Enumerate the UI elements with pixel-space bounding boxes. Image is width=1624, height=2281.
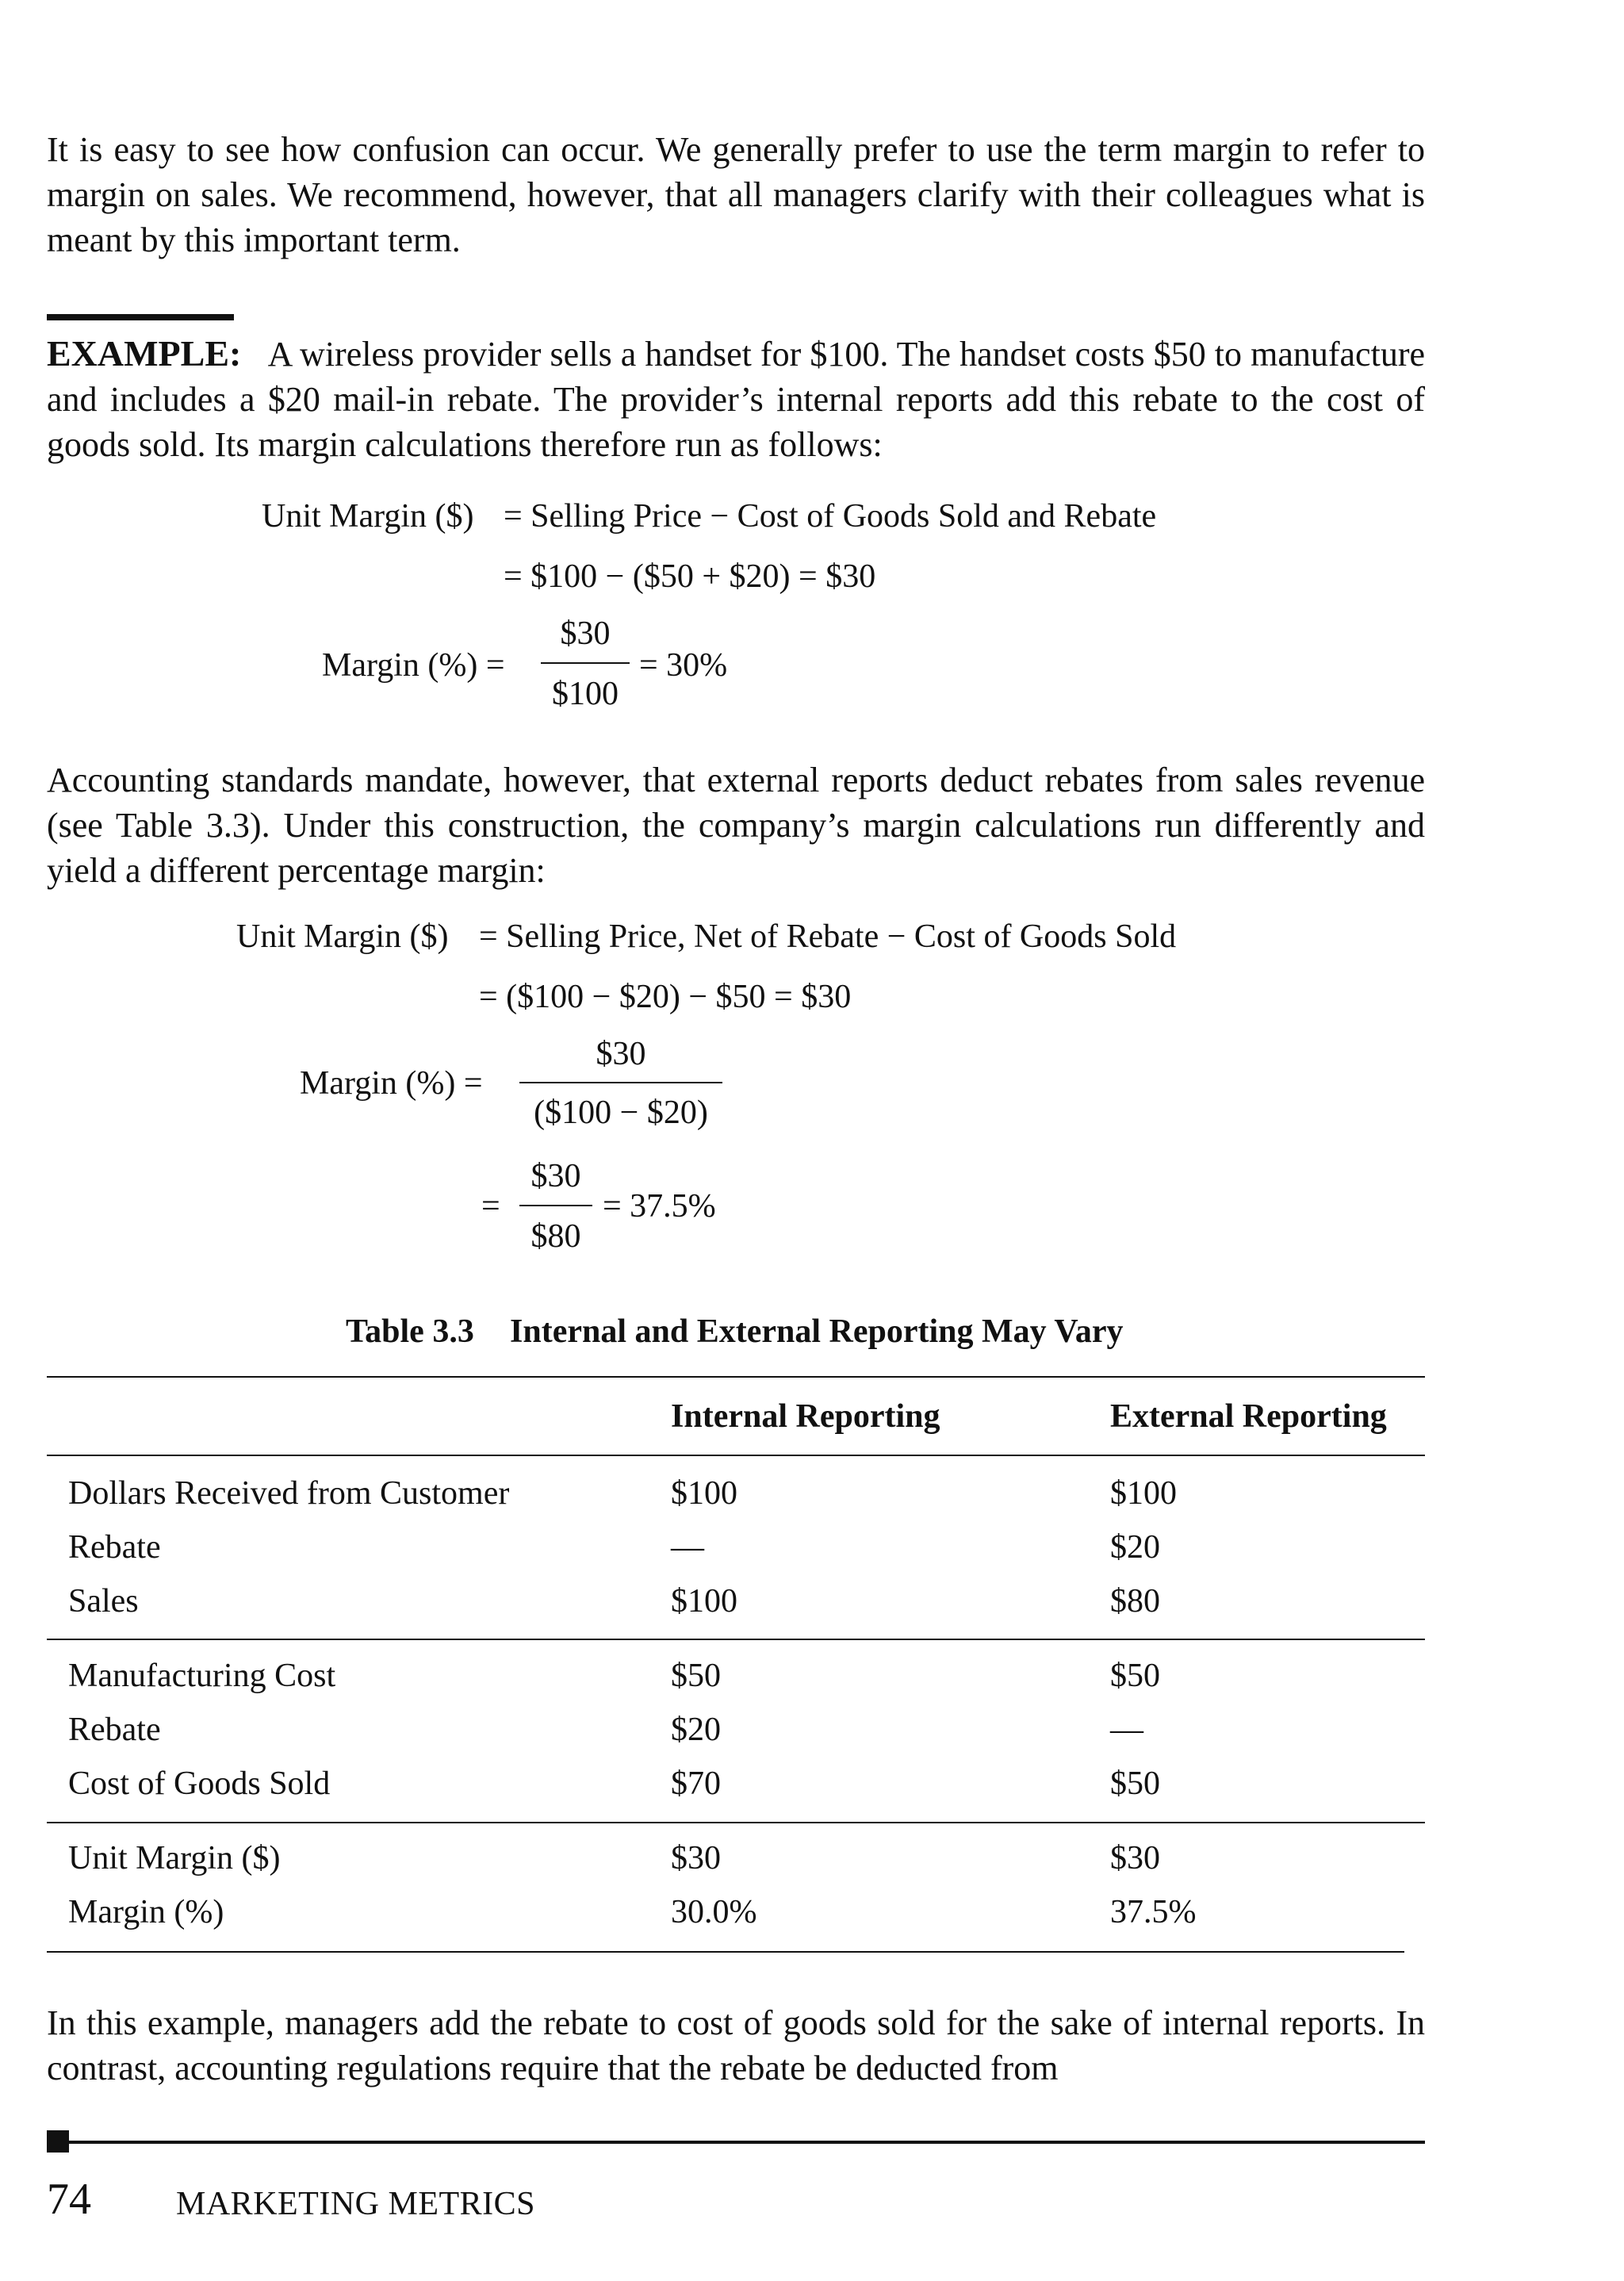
eq1-margin-denominator: $100 <box>552 676 619 712</box>
eq2-second-fraction-bar <box>519 1205 592 1206</box>
table-cell-internal: $100 <box>671 1475 737 1512</box>
paragraph-closing: In this example, managers add the rebate to cost of goods sold for the sake of internal reports. In contrast, accounting regulations require that the rebate be deducted from <box>47 2003 1425 2087</box>
table-number: Table 3.3 <box>346 1313 474 1350</box>
table-cell-external: $80 <box>1110 1583 1160 1620</box>
eq2-second-result: = 37.5% <box>603 1188 716 1225</box>
eq1-margin-lhs: Margin (%) = <box>322 647 505 684</box>
paragraph-example <box>47 331 1425 467</box>
eq1-unit-margin-lhs: Unit Margin ($) <box>262 498 474 535</box>
table-row-label: Unit Margin ($) <box>68 1840 281 1877</box>
eq2-margin-fraction <box>519 1037 722 1133</box>
example-marker-rule <box>47 314 234 320</box>
table-cell-external: $50 <box>1110 1765 1160 1802</box>
running-title: MARKETING METRICS <box>176 2186 536 2222</box>
paragraph-accounting-standards: Accounting standards mandate, however, that external reports deduct rebates from sales revenue (see Table 3.3). Under this construction, the company’s margin calculations run differently and yield a different percentage margin: <box>47 761 1425 890</box>
eq2-margin-denominator: ($100 − $20) <box>534 1094 708 1131</box>
example-label: EXAMPLE: <box>47 333 242 374</box>
table-cell-internal: $100 <box>671 1583 737 1620</box>
eq1-fraction-bar <box>541 662 630 664</box>
eq2-margin-lhs: Margin (%) = <box>300 1065 483 1102</box>
eq2-unit-margin-lhs: Unit Margin ($) <box>236 918 449 955</box>
eq2-fraction-bar <box>519 1082 722 1083</box>
table-cell-internal: $20 <box>671 1712 721 1748</box>
eq1-margin-numerator: $30 <box>560 615 611 652</box>
table-cell-external: $20 <box>1110 1529 1160 1566</box>
table-row-label: Dollars Received from Customer <box>68 1475 510 1512</box>
table-cell-external: 37.5% <box>1110 1894 1197 1930</box>
table-cell-internal: — <box>671 1529 704 1566</box>
table-header-rule <box>47 1455 1425 1456</box>
eq2-unit-margin-line2: = ($100 − $20) − $50 = $30 <box>479 979 852 1015</box>
table-col-header-external: External Reporting <box>1110 1398 1387 1435</box>
table-row-label: Manufacturing Cost <box>68 1658 336 1694</box>
eq2-second-denominator: $80 <box>530 1218 581 1255</box>
table-row-label: Cost of Goods Sold <box>68 1765 331 1802</box>
eq1-margin-fraction <box>541 617 630 712</box>
eq2-equals-sign: = <box>481 1188 500 1225</box>
table-cell-internal: 30.0% <box>671 1894 757 1930</box>
table-top-rule <box>47 1376 1425 1378</box>
table-cell-internal: $50 <box>671 1658 721 1694</box>
table-title: Internal and External Reporting May Vary <box>510 1313 1124 1350</box>
table-col-header-internal: Internal Reporting <box>671 1398 940 1435</box>
table-row-label: Margin (%) <box>68 1894 224 1930</box>
table-row-label: Sales <box>68 1583 139 1620</box>
table-bottom-rule <box>47 1951 1404 1953</box>
table-cell-external: $100 <box>1110 1475 1177 1512</box>
eq1-unit-margin-rhs: = Selling Price − Cost of Goods Sold and Rebate <box>504 498 1157 535</box>
table-row-label: Rebate <box>68 1529 161 1566</box>
page-number: 74 <box>47 2175 91 2224</box>
example-body: A wireless provider sells a handset for $100. The handset costs $50 to manufacture and includes a $20 mail-in rebate. The provider’s internal reports add this rebate to the cost of goods sold. Its margin calculations therefore run as follows: <box>47 335 1425 464</box>
eq1-unit-margin-line2: = $100 − ($50 + $20) = $30 <box>504 558 876 595</box>
table-cell-internal: $30 <box>671 1840 721 1877</box>
table-row-label: Rebate <box>68 1712 161 1748</box>
paragraph-intro: It is easy to see how confusion can occur. We generally prefer to use the term margin to refer to margin on sales. We recommend, however, that all managers clarify with their colleagues what is meant by this important term. <box>47 130 1425 259</box>
table-cell-external: — <box>1110 1712 1143 1748</box>
eq2-second-fraction <box>519 1160 592 1255</box>
table-group-rule-1 <box>47 1639 1425 1640</box>
table-group-rule-2 <box>47 1822 1425 1823</box>
table-cell-external: $50 <box>1110 1658 1160 1694</box>
table-cell-internal: $70 <box>671 1765 721 1802</box>
eq2-margin-numerator: $30 <box>596 1036 646 1072</box>
footer-rule <box>47 2141 1425 2144</box>
table-cell-external: $30 <box>1110 1840 1160 1877</box>
eq2-unit-margin-rhs: = Selling Price, Net of Rebate − Cost of Goods Sold <box>479 918 1177 955</box>
eq2-second-numerator: $30 <box>530 1158 581 1194</box>
eq1-margin-result: = 30% <box>639 647 728 684</box>
